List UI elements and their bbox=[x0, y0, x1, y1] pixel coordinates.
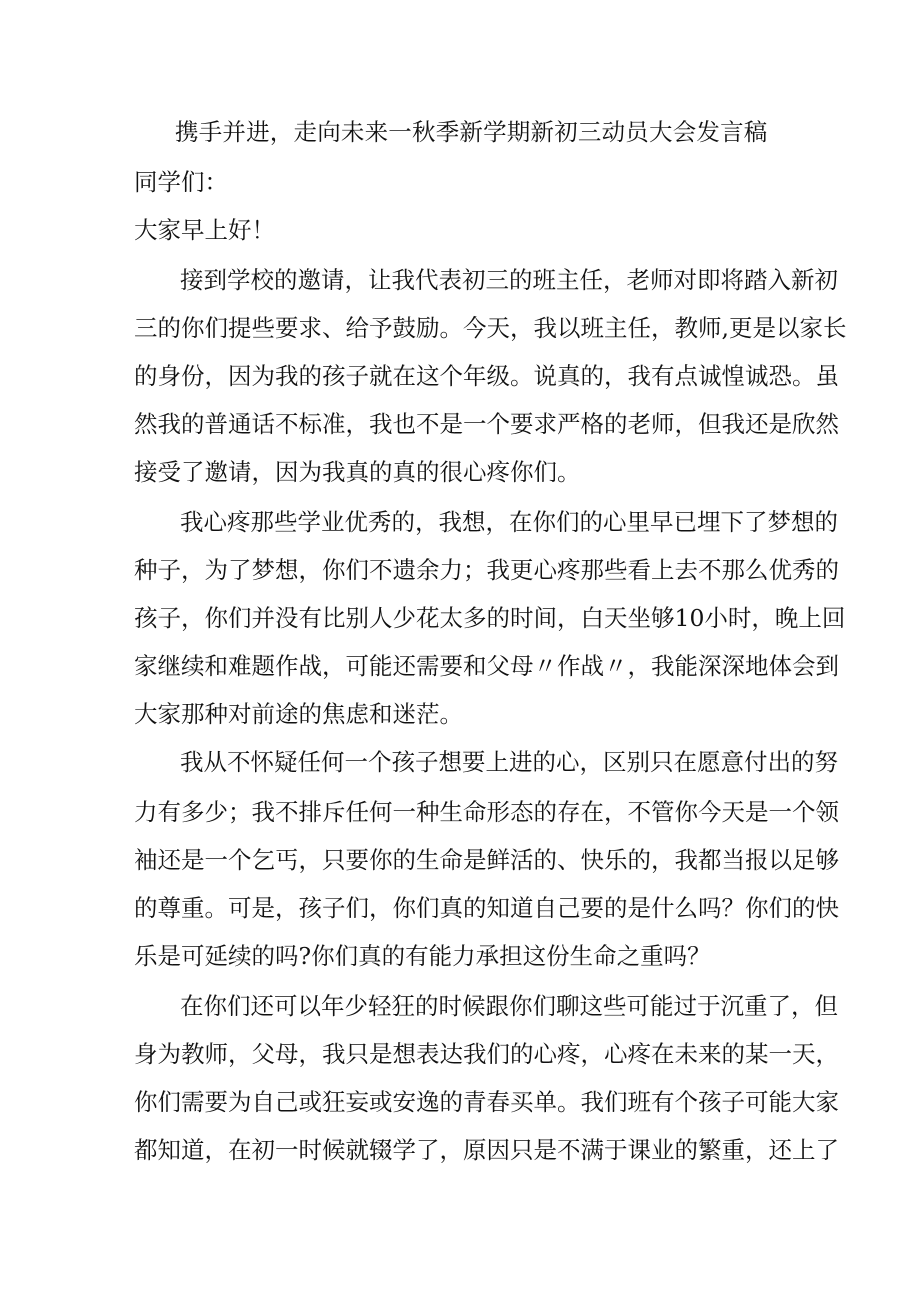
paragraph-line: 三的你们提些要求、给予鼓励。今天，我以班主任，教师,更是以家长 bbox=[134, 314, 847, 342]
paragraph-line: 我心疼那些学业优秀的，我想，在你们的心里早已埋下了梦想的 bbox=[180, 508, 838, 536]
paragraph-line: 接到学校的邀请，让我代表初三的班主任，老师对即将踏入新初 bbox=[180, 266, 838, 294]
paragraph-line: 力有多少；我不排斥任何一种生命形态的存在，不管你今天是一个领 bbox=[134, 798, 839, 826]
paragraph-line: 孩子，你们并没有比别人少花太多的时间，白天坐够10小时，晚上回 bbox=[134, 604, 846, 632]
paragraph-line: 大家那种对前途的焦虑和迷茫。 bbox=[134, 700, 463, 728]
paragraph-line: 袖还是一个乞丐，只要你的生命是鲜活的、快乐的，我都当报以足够 bbox=[134, 846, 839, 874]
paragraph-line: 的尊重。可是，孩子们，你们真的知道自己要的是什么吗？你们的快 bbox=[134, 894, 839, 922]
greeting: 大家早上好！ bbox=[134, 216, 275, 244]
paragraph-line: 种子，为了梦想，你们不遗余力；我更心疼那些看上去不那么优秀的 bbox=[134, 556, 839, 584]
paragraph-line: 我从不怀疑任何一个孩子想要上进的心，区别只在愿意付出的努 bbox=[180, 748, 838, 776]
paragraph-line: 家继续和难题作战，可能还需要和父母〃作战〃，我能深深地体会到 bbox=[134, 652, 839, 680]
paragraph-line: 接受了邀请，因为我真的真的很心疼你们。 bbox=[134, 458, 581, 486]
paragraph-line: 然我的普通话不标准，我也不是一个要求严格的老师，但我还是欣然 bbox=[134, 410, 839, 438]
page-title: 携手并进，走向未来一秋季新学期新初三动员大会发言稿 bbox=[175, 118, 768, 146]
paragraph-line: 乐是可延续的吗?你们真的有能力承担这份生命之重吗？ bbox=[134, 942, 711, 970]
paragraph-line: 在你们还可以年少轻狂的时候跟你们聊这些可能过于沉重了，但 bbox=[180, 992, 838, 1020]
paragraph-line: 你们需要为自己或狂妄或安逸的青春买单。我们班有个孩子可能大家 bbox=[134, 1088, 839, 1116]
paragraph-line: 身为教师，父母，我只是想表达我们的心疼，心疼在未来的某一天， bbox=[134, 1040, 839, 1068]
paragraph-line: 都知道，在初一时候就辍学了，原因只是不满于课业的繁重，还上了 bbox=[134, 1136, 839, 1164]
salutation: 同学们： bbox=[134, 168, 228, 196]
paragraph-line: 的身份，因为我的孩子就在这个年级。说真的，我有点诚惶诚恐。虽 bbox=[134, 362, 839, 390]
